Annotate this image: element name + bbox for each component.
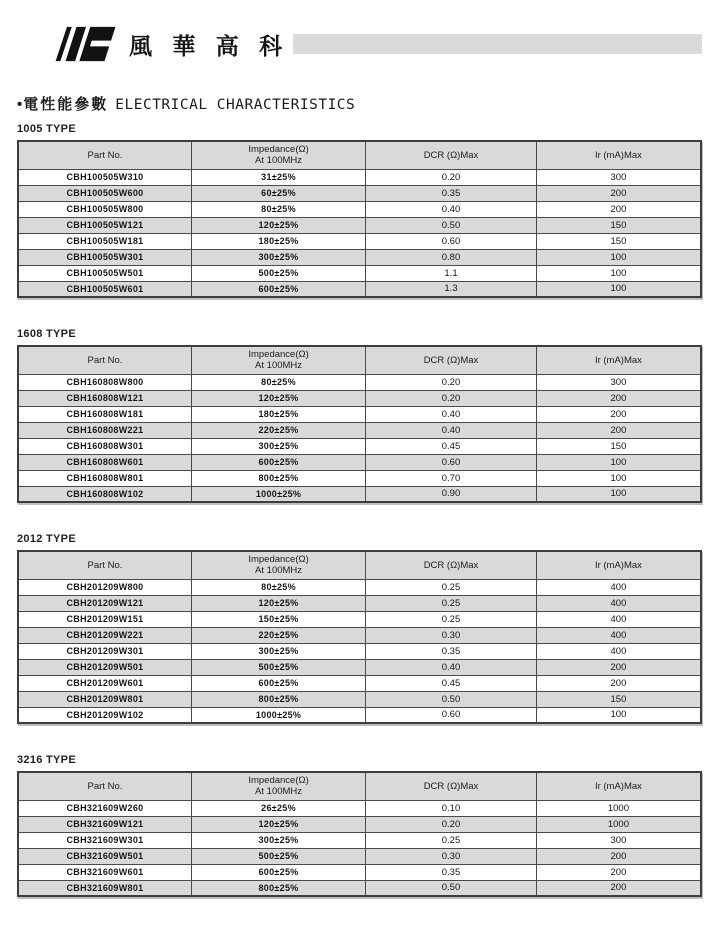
part-no-cell: CBH201209W601 [18, 675, 191, 691]
column-header-impedance [191, 141, 365, 169]
part-no-cell: CBH100505W600 [18, 185, 191, 201]
part-no-cell: CBH100505W800 [18, 201, 191, 217]
spec-table [17, 140, 702, 298]
dcr-cell: 0.20 [366, 374, 537, 390]
ir-cell: 200 [536, 659, 701, 675]
dcr-cell: 0.60 [366, 454, 537, 470]
dcr-cell: 0.25 [366, 832, 537, 848]
dcr-cell: 0.45 [366, 675, 537, 691]
type-section [17, 533, 702, 724]
part-no-cell: CBH201209W800 [18, 579, 191, 595]
table-row [18, 406, 701, 422]
impedance-cell: 80±25% [191, 579, 365, 595]
ir-cell: 100 [536, 707, 701, 723]
part-no-cell: CBH100505W181 [18, 233, 191, 249]
ir-cell: 200 [536, 201, 701, 217]
part-no-cell: CBH201209W151 [18, 611, 191, 627]
column-header-part-no [18, 551, 191, 579]
column-header-dcr [366, 772, 537, 800]
impedance-cell: 600±25% [191, 281, 365, 297]
dcr-cell: 0.50 [366, 691, 537, 707]
table-row [18, 422, 701, 438]
dcr-cell: 0.40 [366, 406, 537, 422]
impedance-cell: 800±25% [191, 880, 365, 896]
column-header-label: Ir (mA)Max [594, 559, 642, 571]
column-header-ir [536, 141, 701, 169]
fenghua-logo-icon [55, 25, 117, 63]
dcr-cell: 0.35 [366, 864, 537, 880]
part-no-cell: CBH321609W121 [18, 816, 191, 832]
table-row [18, 579, 701, 595]
table-row [18, 659, 701, 675]
impedance-cell: 120±25% [191, 217, 365, 233]
dcr-cell: 0.10 [366, 800, 537, 816]
impedance-cell: 60±25% [191, 185, 365, 201]
part-no-cell: CBH201209W301 [18, 643, 191, 659]
ir-cell: 100 [536, 281, 701, 297]
dcr-cell: 0.40 [366, 201, 537, 217]
column-header-impedance [191, 772, 365, 800]
table-header-row [18, 772, 701, 800]
impedance-cell: 1000±25% [191, 707, 365, 723]
impedance-cell: 1000±25% [191, 486, 365, 502]
column-header-ir [536, 346, 701, 374]
dcr-cell: 0.90 [366, 486, 537, 502]
ir-cell: 200 [536, 390, 701, 406]
dcr-cell: 0.35 [366, 185, 537, 201]
part-no-cell: CBH100505W310 [18, 169, 191, 185]
type-section [17, 754, 702, 897]
ir-cell: 100 [536, 454, 701, 470]
ir-cell: 300 [536, 832, 701, 848]
tables-container [17, 123, 702, 897]
column-header-label: Impedance(Ω) [248, 349, 309, 361]
ir-cell: 400 [536, 579, 701, 595]
ir-cell: 200 [536, 406, 701, 422]
ir-cell: 100 [536, 265, 701, 281]
column-header-label: Ir (mA)Max [594, 149, 642, 161]
dcr-cell: 0.50 [366, 880, 537, 896]
impedance-cell: 180±25% [191, 233, 365, 249]
spec-table [17, 771, 702, 897]
column-header-label: DCR (Ω)Max [423, 559, 479, 571]
table-row [18, 707, 701, 723]
part-no-cell: CBH321609W501 [18, 848, 191, 864]
dcr-cell: 0.25 [366, 595, 537, 611]
part-no-cell: CBH321609W601 [18, 864, 191, 880]
table-row [18, 470, 701, 486]
part-no-cell: CBH160808W801 [18, 470, 191, 486]
impedance-cell: 220±25% [191, 422, 365, 438]
spec-table [17, 345, 702, 503]
ir-cell: 100 [536, 486, 701, 502]
dcr-cell: 0.40 [366, 659, 537, 675]
dcr-cell: 0.20 [366, 169, 537, 185]
impedance-cell: 26±25% [191, 800, 365, 816]
table-row [18, 675, 701, 691]
impedance-cell: 800±25% [191, 691, 365, 707]
table-row [18, 848, 701, 864]
dcr-cell: 0.25 [366, 579, 537, 595]
ir-cell: 150 [536, 438, 701, 454]
column-header-label: Part No. [87, 149, 123, 161]
part-no-cell: CBH321609W260 [18, 800, 191, 816]
table-row [18, 265, 701, 281]
ir-cell: 100 [536, 249, 701, 265]
table-row [18, 832, 701, 848]
ir-cell: 1000 [536, 816, 701, 832]
table-row [18, 185, 701, 201]
dcr-cell: 0.35 [366, 643, 537, 659]
ir-cell: 200 [536, 880, 701, 896]
part-no-cell: CBH201209W801 [18, 691, 191, 707]
table-row [18, 643, 701, 659]
impedance-cell: 80±25% [191, 374, 365, 390]
dcr-cell: 0.45 [366, 438, 537, 454]
column-header-label: Ir (mA)Max [594, 780, 642, 792]
part-no-cell: CBH201209W501 [18, 659, 191, 675]
ir-cell: 400 [536, 643, 701, 659]
dcr-cell: 0.60 [366, 707, 537, 723]
table-row [18, 816, 701, 832]
column-header-label: Impedance(Ω) [248, 554, 309, 566]
dcr-cell: 0.40 [366, 422, 537, 438]
table-row [18, 281, 701, 297]
column-header-label: Part No. [87, 354, 123, 366]
part-no-cell: CBH100505W301 [18, 249, 191, 265]
impedance-cell: 300±25% [191, 643, 365, 659]
heading-cjk: 電性能參數 [23, 96, 109, 113]
ir-cell: 150 [536, 217, 701, 233]
table-row [18, 233, 701, 249]
column-header-part-no [18, 346, 191, 374]
column-header-label: Impedance(Ω) [248, 144, 309, 156]
table-row [18, 486, 701, 502]
impedance-cell: 120±25% [191, 595, 365, 611]
ir-cell: 200 [536, 675, 701, 691]
type-label: 1005 TYPE [17, 123, 76, 135]
impedance-cell: 300±25% [191, 438, 365, 454]
part-no-cell: CBH160808W221 [18, 422, 191, 438]
impedance-cell: 120±25% [191, 816, 365, 832]
impedance-cell: 180±25% [191, 406, 365, 422]
brand-name: 風 華 高 科 [129, 32, 290, 59]
part-no-cell: CBH100505W501 [18, 265, 191, 281]
type-section [17, 328, 702, 503]
impedance-cell: 300±25% [191, 249, 365, 265]
dcr-cell: 0.50 [366, 217, 537, 233]
section-heading [17, 96, 702, 114]
column-header-ir [536, 551, 701, 579]
impedance-cell: 300±25% [191, 832, 365, 848]
ir-cell: 400 [536, 611, 701, 627]
impedance-cell: 150±25% [191, 611, 365, 627]
column-header-label: Impedance(Ω) [248, 775, 309, 787]
ir-cell: 400 [536, 627, 701, 643]
brand-header [55, 24, 702, 64]
heading-latin: ELECTRICAL CHARACTERISTICS [115, 97, 356, 113]
column-header-part-no [18, 772, 191, 800]
column-header-label: Part No. [87, 559, 123, 571]
impedance-cell: 500±25% [191, 848, 365, 864]
part-no-cell: CBH160808W181 [18, 406, 191, 422]
dcr-cell: 0.20 [366, 816, 537, 832]
dcr-cell: 0.20 [366, 390, 537, 406]
type-label: 2012 TYPE [17, 533, 76, 545]
column-header-label: DCR (Ω)Max [423, 354, 479, 366]
column-header-dcr [366, 551, 537, 579]
dcr-cell: 1.1 [366, 265, 537, 281]
ir-cell: 400 [536, 595, 701, 611]
ir-cell: 200 [536, 864, 701, 880]
impedance-cell: 600±25% [191, 864, 365, 880]
ir-cell: 200 [536, 848, 701, 864]
part-no-cell: CBH160808W800 [18, 374, 191, 390]
impedance-cell: 220±25% [191, 627, 365, 643]
part-no-cell: CBH160808W301 [18, 438, 191, 454]
column-header-dcr [366, 346, 537, 374]
column-header-subline: At 100MHz [255, 565, 303, 577]
part-no-cell: CBH201209W102 [18, 707, 191, 723]
table-row [18, 611, 701, 627]
part-no-cell: CBH201209W221 [18, 627, 191, 643]
impedance-cell: 31±25% [191, 169, 365, 185]
part-no-cell: CBH160808W601 [18, 454, 191, 470]
table-row [18, 438, 701, 454]
table-row [18, 217, 701, 233]
table-header-row [18, 346, 701, 374]
impedance-cell: 800±25% [191, 470, 365, 486]
column-header-dcr [366, 141, 537, 169]
part-no-cell: CBH100505W601 [18, 281, 191, 297]
column-header-part-no [18, 141, 191, 169]
part-no-cell: CBH321609W301 [18, 832, 191, 848]
column-header-subline: At 100MHz [255, 786, 303, 798]
part-no-cell: CBH100505W121 [18, 217, 191, 233]
type-label: 1608 TYPE [17, 328, 76, 340]
spec-table [17, 550, 702, 724]
part-no-cell: CBH160808W121 [18, 390, 191, 406]
column-header-label: Part No. [87, 780, 123, 792]
impedance-cell: 600±25% [191, 454, 365, 470]
column-header-subline: At 100MHz [255, 155, 303, 167]
impedance-cell: 80±25% [191, 201, 365, 217]
table-row [18, 800, 701, 816]
ir-cell: 200 [536, 422, 701, 438]
table-row [18, 249, 701, 265]
dcr-cell: 0.60 [366, 233, 537, 249]
ir-cell: 150 [536, 691, 701, 707]
ir-cell: 300 [536, 169, 701, 185]
dcr-cell: 0.70 [366, 470, 537, 486]
type-label: 3216 TYPE [17, 754, 76, 766]
part-no-cell: CBH201209W121 [18, 595, 191, 611]
table-row [18, 864, 701, 880]
ir-cell: 1000 [536, 800, 701, 816]
column-header-label: DCR (Ω)Max [423, 780, 479, 792]
impedance-cell: 500±25% [191, 265, 365, 281]
table-row [18, 454, 701, 470]
table-row [18, 169, 701, 185]
table-row [18, 880, 701, 896]
dcr-cell: 1.3 [366, 281, 537, 297]
table-header-row [18, 551, 701, 579]
dcr-cell: 0.30 [366, 627, 537, 643]
part-no-cell: CBH321609W801 [18, 880, 191, 896]
table-row [18, 374, 701, 390]
ir-cell: 150 [536, 233, 701, 249]
table-row [18, 627, 701, 643]
ir-cell: 100 [536, 470, 701, 486]
ir-cell: 300 [536, 374, 701, 390]
column-header-ir [536, 772, 701, 800]
table-row [18, 595, 701, 611]
impedance-cell: 120±25% [191, 390, 365, 406]
table-header-row [18, 141, 701, 169]
dcr-cell: 0.30 [366, 848, 537, 864]
bullet-icon: • [17, 96, 23, 113]
brand-accent-bar [293, 34, 702, 54]
table-row [18, 390, 701, 406]
dcr-cell: 0.80 [366, 249, 537, 265]
ir-cell: 200 [536, 185, 701, 201]
impedance-cell: 600±25% [191, 675, 365, 691]
table-row [18, 691, 701, 707]
column-header-label: DCR (Ω)Max [423, 149, 479, 161]
column-header-label: Ir (mA)Max [594, 354, 642, 366]
dcr-cell: 0.25 [366, 611, 537, 627]
part-no-cell: CBH160808W102 [18, 486, 191, 502]
column-header-impedance [191, 346, 365, 374]
column-header-impedance [191, 551, 365, 579]
impedance-cell: 500±25% [191, 659, 365, 675]
type-section [17, 123, 702, 298]
table-row [18, 201, 701, 217]
column-header-subline: At 100MHz [255, 360, 303, 372]
